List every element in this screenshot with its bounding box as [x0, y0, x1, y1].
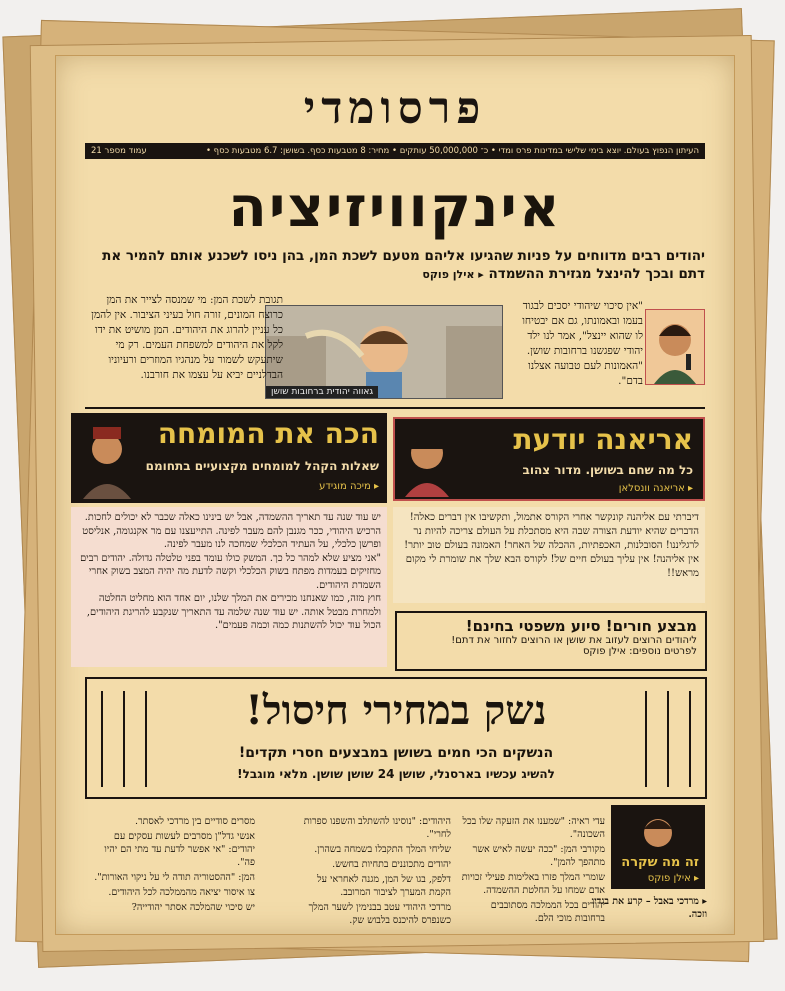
- reporter-portrait-icon: [646, 310, 704, 384]
- news-brief: שליחי המלך התקבלו בשמחה בשהרן.: [314, 844, 451, 855]
- bottom-column-2: [301, 815, 451, 929]
- reporter-portrait: [645, 309, 705, 385]
- subheadline-text: יהודים רבים מדווחים על פניות שהגיעו אליהם מטעם לשכת המן, בהן ניסו לשכנע אותם להמיר את דתם ובכך להינצל מגזירת ההשמדה: [102, 248, 705, 282]
- news-brief: עדי ראיה: "שמענו את הזעקה שלו בכל השכונה".: [462, 816, 605, 840]
- lies-column-footer: ▸ מרדכי באבל – קרע את בגדיו וזכה.: [591, 896, 707, 920]
- news-brief: מסרים סודיים בין מרדכי לאסתר.: [134, 816, 255, 827]
- subheadline-byline: ▸ אילן פוקס: [422, 268, 484, 281]
- expert-column-body: [71, 507, 387, 667]
- expert-column-title: הכה את המומחה: [157, 417, 379, 450]
- illustration-caption: גאווה יהודית ברחובות שושן: [266, 386, 378, 398]
- bottom-column-1: [459, 815, 605, 927]
- sword-icon: [101, 691, 103, 787]
- news-brief: מקורבי המן: "ככה יעשה לאיש אשר מתהפך להמן".: [472, 844, 605, 868]
- lies-column-byline: ▸ אילן פוקס: [647, 873, 699, 884]
- expert-column-paragraph: חוץ מזה, כמו שאנחנו מכירים את המלך שלנו, יום אחד הוא מחליט החלטה ולמחרת מבטל אותה. יש עוד שנה שלמה עד התאריך שנקבע להריגת היהודים, הכול עוד יכול להשתנות כמה וכמה פעמים".: [86, 593, 381, 631]
- news-brief: דלפק, בגו של המן, מגנה לאחראי על הקמת המערך לציבור המרובב.: [317, 874, 451, 898]
- news-brief: יהודים בכל הממלכה מסתובבים ברחובות מוכי הלם.: [490, 900, 605, 924]
- reporter-portrait-icon: [615, 809, 701, 853]
- boy-with-shofar-illustration: [266, 306, 502, 398]
- ariana-column-title: אריאנה יודעת: [513, 423, 693, 456]
- news-brief: המן: "ההסטוריה תודה לי על ניקוי האורות".: [94, 872, 255, 883]
- sword-icon: [145, 691, 147, 787]
- ariana-column-byline: ▸ אריאנה וונסלאן: [618, 483, 693, 494]
- news-brief: אנשי גדל"ן מסרבים לעשות עסקים עם יהודים: "אי אפשר לדעת עד מתי הם יהיו פה".: [104, 831, 255, 868]
- legal-aid-ad: [395, 611, 707, 671]
- strip-info: העיתון הנפוץ בעולם. יוצא בימי שלישי במדינות פרס ומדי • כ־ 50,000,000 עותקים • מחיר: 8 מטבעות כסף. בשושן: 6.7 מטבעות כסף •: [205, 146, 699, 156]
- news-brief: מרדכי היהודי עטב בבנימין לשער המלך כשנפרס להיכנס בלבוש שק.: [308, 902, 451, 926]
- ariana-column-subtitle: כל מה שחם בשושן. מדור צהוב: [522, 463, 693, 477]
- news-brief: יהודים מתכוננים בתחיות בחשש.: [332, 859, 451, 870]
- ariana-column-text: דיברתי עם אליהנה קונקשר אחרי הקורס אתמול, ותקשיבו אין דברים כאלה! הדברים שהיא יודעת הצורה שבה היא מסתכלת על העולם צריכה להיות נר לרגליננו! הסובלנות, האכפתיות, ההכלה של האחר! האמונה בעולם טוב יותר! אין אליהנה! אין עליך בעולם חיים של! לקורס הבא שלך את שומרת לי מקום מראש!!: [393, 507, 705, 603]
- expert-column-byline: ▸ מיכה מוגידע: [319, 481, 379, 492]
- newspaper-page: [55, 55, 735, 935]
- lies-column-title: זה מה שקרה: [621, 855, 699, 870]
- expert-column-header: [71, 413, 387, 503]
- sword-icon: [645, 691, 647, 787]
- main-subheadline: [85, 247, 705, 284]
- news-brief: היהודים: "נוסינו להשתלב והשפנו ספרות לחרי".: [303, 816, 451, 840]
- sword-icon: [689, 691, 691, 787]
- expert-column-paragraph: יש עוד שנה עד תאריך ההשמדה, אבל יש בינינו כאלה שכבר לא יכולים לחכות. הרכיש היהודי, ככר מגנבן להם מעבר לפינה. התייעצנו עם מר אקנגומה, אנליסט ופרשן כלכלי, על העתיד הכלכלי שמחכה לנו מעבר לפינה.: [82, 512, 381, 550]
- main-headline: אינקוויזיציה: [228, 175, 562, 240]
- section-divider: [85, 407, 705, 409]
- expert-column-paragraph: "אני מציע שלא למהר כל כך. המשק כולו עומד בפני טלטלה גדולה. יהודים רבים מחזיקים בעמדות מפתח בשוק הכלכלי וקשה לדעת מה יהיה המצב בשוק אחרי השמדת היהודים.: [80, 552, 381, 591]
- legal-aid-ad-line: לפרטים נוספים: אילן פוקס: [582, 646, 697, 657]
- weapons-ad-line: הנשקים הכי חמים בשושן במבצעים חסרי תקדים!: [238, 745, 554, 761]
- ariana-portrait-icon: [399, 423, 455, 497]
- weapons-ad-title: נשק במחירי חיסול!: [245, 687, 547, 734]
- weapons-ad: [85, 677, 707, 799]
- news-brief: שומרי המלך פזרו באלימות פעילי זכויות אדם שמחו על החלטת ההשמדה.: [461, 872, 605, 896]
- article-quote-text: "אין סיכוי שיהודי יסכים לבגוד בעמו ובאמונתו, גם אם יבטיחו לו שהוא יינצל", אמר לנו ילד יהודי שפגשנו ברחובות שושן. "האמונות לעם טבועה אצלנו בדם".: [522, 300, 643, 387]
- sword-icon: [123, 691, 125, 787]
- expert-portrait-icon: [77, 419, 137, 499]
- masthead-title: פרסומדי: [303, 83, 487, 134]
- legal-aid-ad-line: ליהודים הרוצים לעזוב את שושן או הרוצים לחזור את דתם!: [451, 635, 697, 646]
- masthead-info-strip: [85, 143, 705, 159]
- sword-icon: [667, 691, 669, 787]
- news-brief: יש סיכוי שהמלכה אסתר יהודייה?: [131, 902, 255, 913]
- legal-aid-ad-title: מבצע חורים! סיוע משפטי בחינם!: [465, 617, 697, 635]
- news-brief: צו איסור יציאה מהממלכה לכל היהודים.: [108, 887, 255, 898]
- strip-page-number: עמוד מספר 21: [91, 146, 147, 156]
- expert-column-subtitle: שאלות הקהל למומחים מקצועיים בתחומם: [145, 459, 379, 473]
- weapons-ad-line: להשיג עכשיו בארסנלי, שושן 24 שושן שושן. מלאי מוגבל!: [237, 767, 555, 781]
- article-illustration: [265, 305, 503, 399]
- lies-column-header: [611, 805, 705, 889]
- article-response-text: תגובת לשכת המן: מי שמנסה לצייר את המן כרוצח המונים, זורה חול בעיני הציבור. אין להמן כל עניין להרוג את היהודים. המן מושיט את ידו לקל את היהודים למשפחת העמים. רק מי שיתעקש לשמור על מנהגיו המוזרים ורעיוניו הבדלניים יביא על עצמו את חורבנו.: [91, 294, 283, 381]
- bottom-column-3: [85, 815, 255, 916]
- ariana-column-header: [393, 417, 705, 501]
